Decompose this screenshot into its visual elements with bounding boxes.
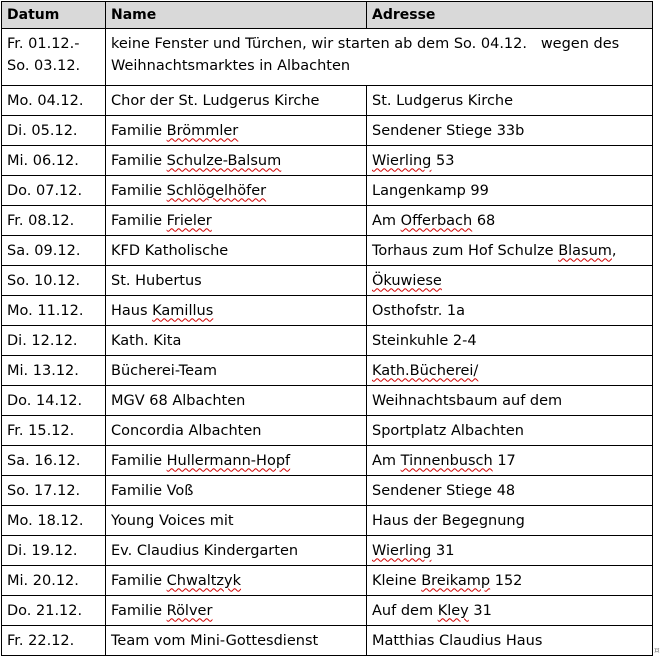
table-row	[2, 326, 653, 356]
date-cell: Mo. 18.12.	[2, 506, 106, 536]
name-cell: Team vom Mini-Gottesdienst	[106, 626, 367, 656]
table-row	[2, 206, 653, 236]
date-cell: Di. 12.12.	[2, 326, 106, 356]
table-row	[2, 476, 653, 506]
address-cell: Langenkamp 99	[367, 176, 653, 206]
table-end-marker: ¤	[654, 646, 660, 656]
table-row	[2, 86, 653, 116]
table-row	[2, 386, 653, 416]
date-cell: So. 10.12.	[2, 266, 106, 296]
table-row	[2, 506, 653, 536]
date-cell: Do. 21.12.	[2, 596, 106, 626]
date-cell: Fr. 08.12.	[2, 206, 106, 236]
address-cell: St. Ludgerus Kirche	[367, 86, 653, 116]
name-cell: KFD Katholische	[106, 236, 367, 266]
date-line: So. 03.12.	[7, 58, 81, 74]
address-cell: Torhaus zum Hof Schulze Blasum,	[367, 236, 653, 266]
date-cell: So. 17.12.	[2, 476, 106, 506]
table-row	[2, 176, 653, 206]
address-cell: Auf dem Kley 31	[367, 596, 653, 626]
table-row	[2, 266, 653, 296]
address-cell: Wierling 31	[367, 536, 653, 566]
table-row	[2, 236, 653, 266]
name-cell: Familie Brömmler	[106, 116, 367, 146]
name-cell: Familie Hullermann-Hopf	[106, 446, 367, 476]
date-cell: Mi. 20.12.	[2, 566, 106, 596]
address-cell: Ökuwiese	[367, 266, 653, 296]
date-cell	[2, 29, 106, 86]
address-cell: Kleine Breikamp 152	[367, 566, 653, 596]
name-cell: Familie Schulze-Balsum	[106, 146, 367, 176]
table-row	[2, 566, 653, 596]
address-cell: Am Offerbach 68	[367, 206, 653, 236]
date-cell: Mo. 04.12.	[2, 86, 106, 116]
header-name: Name	[106, 2, 367, 29]
name-cell: Chor der St. Ludgerus Kirche	[106, 86, 367, 116]
date-cell: Do. 07.12.	[2, 176, 106, 206]
table-row	[2, 536, 653, 566]
header-date: Datum	[2, 2, 106, 29]
name-cell: Familie Rölver	[106, 596, 367, 626]
address-cell: Weihnachtsbaum auf dem	[367, 386, 653, 416]
date-cell: Sa. 16.12.	[2, 446, 106, 476]
name-cell: St. Hubertus	[106, 266, 367, 296]
table-row	[2, 626, 653, 656]
date-cell: Di. 05.12.	[2, 116, 106, 146]
date-cell: Fr. 15.12.	[2, 416, 106, 446]
table-row	[2, 446, 653, 476]
date-cell: Mi. 13.12.	[2, 356, 106, 386]
address-cell: Am Tinnenbusch 17	[367, 446, 653, 476]
date-cell: Sa. 09.12.	[2, 236, 106, 266]
table-row-note	[2, 29, 653, 86]
note-line: keine Fenster und Türchen, wir starten ab dem So. 04.12. wegen des	[111, 36, 620, 52]
name-cell: Familie Chwaltzyk	[106, 566, 367, 596]
note-cell	[106, 29, 653, 86]
date-cell: Fr. 22.12.	[2, 626, 106, 656]
date-cell: Mi. 06.12.	[2, 146, 106, 176]
name-cell: Haus Kamillus	[106, 296, 367, 326]
name-cell: Familie Voß	[106, 476, 367, 506]
name-cell: Ev. Claudius Kindergarten	[106, 536, 367, 566]
name-cell: Bücherei-Team	[106, 356, 367, 386]
date-cell: Mo. 11.12.	[2, 296, 106, 326]
header-row	[2, 2, 653, 29]
address-cell: Osthofstr. 1a	[367, 296, 653, 326]
date-line: Fr. 01.12.-	[7, 36, 80, 52]
table-row	[2, 146, 653, 176]
table-row	[2, 356, 653, 386]
address-cell: Sendener Stiege 48	[367, 476, 653, 506]
table-row	[2, 116, 653, 146]
name-cell: MGV 68 Albachten	[106, 386, 367, 416]
address-cell: Matthias Claudius Haus	[367, 626, 653, 656]
table-row	[2, 296, 653, 326]
name-cell: Familie Frieler	[106, 206, 367, 236]
name-cell: Concordia Albachten	[106, 416, 367, 446]
table-row	[2, 416, 653, 446]
address-cell: Sendener Stiege 33b	[367, 116, 653, 146]
name-cell: Familie Schlögelhöfer	[106, 176, 367, 206]
advent-schedule-table	[1, 1, 653, 656]
address-cell: Haus der Begegnung	[367, 506, 653, 536]
table-row	[2, 596, 653, 626]
name-cell: Young Voices mit	[106, 506, 367, 536]
header-address: Adresse	[367, 2, 653, 29]
date-cell: Do. 14.12.	[2, 386, 106, 416]
name-cell: Kath. Kita	[106, 326, 367, 356]
address-cell: Sportplatz Albachten	[367, 416, 653, 446]
address-cell: Steinkuhle 2-4	[367, 326, 653, 356]
note-line: Weihnachtsmarktes in Albachten	[111, 58, 351, 74]
date-cell: Di. 19.12.	[2, 536, 106, 566]
address-cell: Kath.Bücherei/	[367, 356, 653, 386]
address-cell: Wierling 53	[367, 146, 653, 176]
